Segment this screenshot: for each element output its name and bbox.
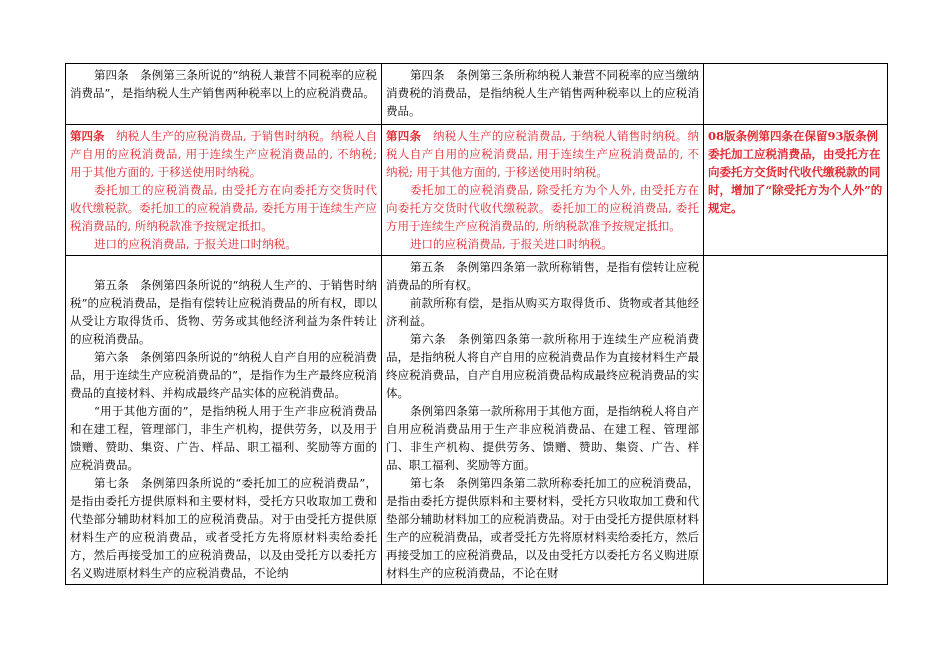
new-text-cell xyxy=(382,125,704,256)
paragraph-text: 纳税人生产的应税消费品, 于纳税人销售时纳税。纳税人自产自用的应税消费品, 用于连续生产应税消费品的, 不纳税; 用于其他方面的, 于移送使用时纳税。 xyxy=(386,129,700,179)
paragraph: 第五条 条例第四条所说的“纳税人生产的、于销售时纳税”的应税消费品，是指有偿转让应税消费品的所有权，即以从受让方取得货币、货物、劳务或其他经济利益为条件转让的应税消费品。 xyxy=(70,278,377,346)
paragraph-text: 纳税人生产的应税消费品, 于销售时纳税。纳税人自产自用的应税消费品, 用于连续生产应税消费品的, 不纳税; 用于其他方面的, 于移送使用时纳税。 xyxy=(70,129,378,179)
comparison-table xyxy=(65,63,888,585)
old-text-cell xyxy=(66,64,382,125)
paragraph: 委托加工的应税消费品, 由受托方在向委托方交货时代收代缴税款。委托加工的应税消费品, 委托方用于连续生产应税消费品的, 所纳税款准予按规定抵扣。 xyxy=(70,183,377,233)
old-text-cell xyxy=(66,256,382,585)
note-cell: 08版条例第四条在保留93版条例委托加工应税消费品，由受托方在向委托方交货时代收代缴税款的同时，增加了“除受托方为个人外”的规定。 xyxy=(704,125,888,256)
table-row xyxy=(66,256,888,585)
note-cell xyxy=(704,256,888,585)
note-cell xyxy=(704,64,888,125)
paragraph xyxy=(386,127,699,181)
paragraph: 第七条 条例第四条所说的“委托加工的应税消费品”，是指由委托方提供原料和主要材料，受托方只收取加工费和代垫部分辅助材料加工的应税消费品。对于由受托方提供原材料生产的应税消费品，或者受托方先将原材料卖给委托方，然后再接受加工的应税消费品，以及由受托方以委托方名义购进原材料生产的应税消费品，不论纳 xyxy=(70,476,377,580)
new-text-cell xyxy=(382,64,704,125)
paragraph: 第五条 条例第四条第一款所称销售，是指有偿转让应税消费品的所有权。 xyxy=(386,260,699,292)
spacer xyxy=(70,258,377,276)
paragraph: 第四条 条例第三条所说的“纳税人兼营不同税率的应税消费品”，是指纳税人生产销售两种税率以上的应税消费品。 xyxy=(70,68,377,100)
article-heading: 第四条 xyxy=(386,129,422,143)
paragraph: “用于其他方面的”，是指纳税人用于生产非应税消费品和在建工程，管理部门，非生产机构，提供劳务，以及用于馈赠、赞助、集资、广告、样品、职工福利、奖励等方面的应税消费品。 xyxy=(70,404,377,472)
paragraph: 第七条 条例第四条第二款所称委托加工的应税消费品，是指由委托方提供原料和主要材料，受托方只收取加工费和代垫部分辅助材料加工的应税消费品。对于由受托方提供原材料生产的应税消费品，或者受托方先将原材料卖给委托方，然后再接受加工的应税消费品，以及由受托方以委托方名义购进原材料生产的应税消费品，不论在财 xyxy=(386,476,699,580)
paragraph: 委托加工的应税消费品, 除受托方为个人外, 由受托方在向委托方交货时代收代缴税款。委托加工的应税消费品, 委托方用于连续生产应税消费品的, 所纳税款准予按规定抵扣。 xyxy=(386,183,699,233)
paragraph: 条例第四条第一款所称用于其他方面，是指纳税人将自产自用应税消费品用于生产非应税消费品、在建工程、管理部门、非生产机构、提供劳务、馈赠、赞助、集资、广告、样品、职工福利、奖励等方面。 xyxy=(386,404,699,472)
new-text-cell xyxy=(382,256,704,585)
article-heading: 第四条 xyxy=(70,129,105,143)
paragraph: 进口的应税消费品, 于报关进口时纳税。 xyxy=(410,237,613,251)
paragraph xyxy=(70,127,377,181)
paragraph: 第六条 条例第四条第一款所称用于连续生产应税消费品，是指纳税人将自产自用的应税消费品作为直接材料生产最终应税消费品，自产自用应税消费品构成最终应税消费品的实体。 xyxy=(386,332,699,400)
table-row xyxy=(66,125,888,256)
paragraph: 第六条 条例第四条所说的“纳税人自产自用的应税消费品，用于连续生产应税消费品的”，是指作为生产最终应税消费品的直接材料、并构成最终产品实体的应税消费品。 xyxy=(70,350,377,400)
table-row xyxy=(66,64,888,125)
old-text-cell xyxy=(66,125,382,256)
paragraph: 进口的应税消费品, 于报关进口时纳税。 xyxy=(94,237,297,251)
paragraph: 前款所称有偿，是指从购买方取得货币、货物或者其他经济利益。 xyxy=(386,296,699,328)
paragraph: 第四条 条例第三条所称纳税人兼营不同税率的应当缴纳消费税的消费品，是指纳税人生产销售两种税率以上的应税消费品。 xyxy=(386,68,699,118)
